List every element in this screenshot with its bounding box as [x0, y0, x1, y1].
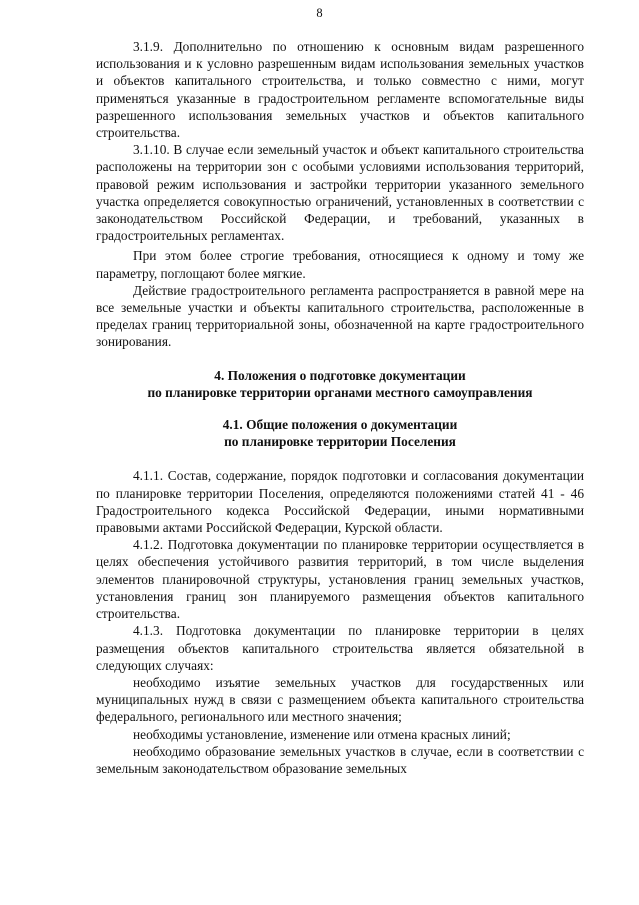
page-number: 8 — [316, 6, 323, 20]
paragraph-4-1-2: 4.1.2. Подготовка документации по планировке территории осуществляется в целях обеспечения устойчивого развития территорий, в том числе выделения элементов планировочной структуры, установления границ земельных участков, установления границ зон планируемого размещения объектов капитального строительства. — [96, 537, 584, 622]
section-4-heading — [96, 367, 584, 401]
paragraph-3-1-9: 3.1.9. Дополнительно по отношению к основным видам разрешенного использования и к условно разрешенным видам использования земельных участков и объектов капитального строительства, и только совместно с ними, могут применяться указанные в градостроительном регламенте вспомогательные виды разрешенного использования земельных участков и объектов капитального строительства. — [96, 39, 584, 141]
paragraph-regulation-scope: Действие градостроительного регламента распространяется в равной мере на все земельные участки и объекты капитального строительства, расположенные в пределах границ территориальной зоны, обозначенной на карте градостроительного зонирования. — [96, 282, 584, 350]
paragraph-strict-requirements: При этом более строгие требования, относящиеся к одному и тому же параметру, поглощают более мягкие. — [96, 248, 584, 281]
list-item: необходимо изъятие земельных участков для государственных или муниципальных нужд в связи с размещением объекта капитального строительства федерального, регионального или местного значения; — [96, 674, 584, 725]
section-4-heading-line1: 4. Положения о подготовке документации — [214, 367, 466, 383]
paragraph-4-1-1: 4.1.1. Состав, содержание, порядок подготовки и согласования документации по планировке территории Поселения, определяются положениями статей 41 - 46 Градостроительного кодекса Российской Федерации, иными нормативными правовыми актами Российской Федерации, Курской области. — [96, 468, 584, 536]
section-4-heading-line2: по планировке территории органами местного самоуправления — [147, 384, 533, 400]
paragraph-4-1-3: 4.1.3. Подготовка документации по планировке территории в целях размещения объектов капитального строительства является обязательной в следующих случаях: — [96, 623, 584, 673]
paragraph-3-1-10: 3.1.10. В случае если земельный участок и объект капитального строительства расположены на территории зон с особыми условиями использования территорий, правовой режим использования и застройки территории указанного земельного участка определяется совокупностью ограничений, установленных в соответствии с законодательством Российской Федерации, и требований, указанных в градостроительных регламентах. — [96, 142, 584, 244]
list-item: необходимы установление, изменение или отмена красных линий; — [133, 726, 511, 742]
section-4-1-heading — [96, 416, 584, 450]
section-4-1-heading-line1: 4.1. Общие положения о документации — [222, 417, 458, 433]
list-item: необходимо образование земельных участков в случае, если в соответствии с земельным законодательством образование земельных — [96, 743, 584, 776]
section-4-1-heading-line2: по планировке территории Поселения — [224, 434, 456, 450]
page-content — [96, 38, 584, 777]
